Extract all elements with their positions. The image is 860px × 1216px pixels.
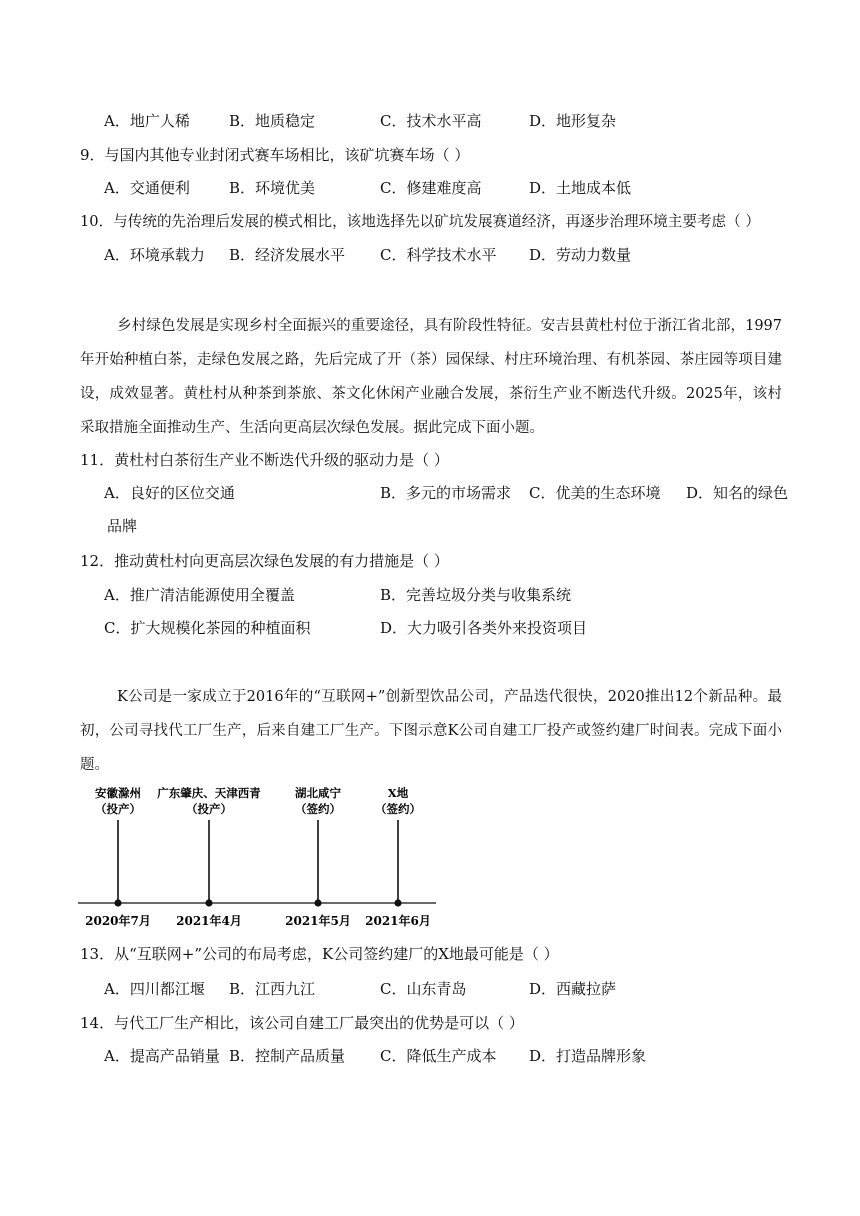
option-b[interactable]: B．江西九江: [229, 980, 316, 998]
question-14-stem: 14．与代工厂生产相比，该公司自建工厂最突出的优势是可以（ ）: [80, 1014, 524, 1032]
question-9-stem: 9．与国内其他专业封闭式赛车场相比，该矿坑赛车场（ ）: [80, 146, 470, 164]
timeline-event-marker: [114, 899, 121, 906]
factory-timeline: [70, 780, 450, 940]
timeline-event-place: 湖北咸宁: [295, 786, 341, 800]
option-c[interactable]: C．科学技术水平: [380, 246, 497, 264]
timeline-event-place: X地: [387, 786, 409, 800]
timeline-event: [365, 786, 431, 928]
option-d[interactable]: D．劳动力数量: [529, 246, 632, 264]
passage-2: [80, 680, 782, 782]
option-a[interactable]: A．推广清洁能源使用全覆盖: [104, 586, 295, 604]
option-c[interactable]: C．扩大规模化茶园的种植面积: [104, 619, 311, 637]
timeline-event-date: 2021年4月: [176, 914, 242, 928]
option-b[interactable]: B．地质稳定: [229, 112, 316, 130]
timeline-event: [157, 786, 261, 928]
passage-1-text: 乡村绿色发展是实现乡村全面振兴的重要途径，具有阶段性特征。安吉县黄杜村位于浙江省北部，1997年开始种植白茶，走绿色发展之路，先后完成了开（茶）园保绿、村庄环境治理、有机茶园、茶庄园等项目建设，成效显著。黄杜村从种茶到茶旅、茶文化休闲产业融合发展，茶衍生产业不断迭代升级。2025年，该村采取措施全面推动生产、生活向更高层次绿色发展。据此完成下面小题。: [80, 318, 782, 436]
timeline-event-date: 2020年7月: [85, 914, 151, 928]
option-b[interactable]: B．完善垃圾分类与收集系统: [380, 586, 572, 604]
timeline-event-status: （签约）: [295, 802, 341, 816]
option-a[interactable]: A．提高产品销量: [104, 1047, 220, 1065]
timeline-event-marker: [205, 899, 212, 906]
timeline-event-marker: [394, 899, 401, 906]
option-d-continuation: 品牌: [107, 517, 138, 535]
timeline-event-date: 2021年5月: [285, 914, 351, 928]
timeline-event-place: 安徽滁州: [95, 786, 141, 800]
option-d[interactable]: D．西藏拉萨: [529, 980, 617, 998]
timeline-event-place: 广东肇庆、天津西青: [157, 786, 261, 800]
option-a[interactable]: A．地广人稀: [104, 112, 190, 130]
question-10-stem: 10．与传统的先治理后发展的模式相比，该地选择先以矿坑发展赛道经济，再逐步治理环境主要考虑（ ）: [80, 213, 760, 230]
timeline-event-status: （签约）: [375, 802, 421, 816]
option-a[interactable]: A．交通便利: [104, 179, 190, 197]
option-c[interactable]: C．修建难度高: [380, 179, 482, 197]
timeline-event-date: 2021年6月: [365, 914, 431, 928]
option-d[interactable]: D．大力吸引各类外来投资项目: [380, 619, 588, 637]
timeline-event-marker: [314, 899, 321, 906]
timeline-event: [285, 786, 351, 928]
question-12-stem: 12．推动黄杜村向更高层次绿色发展的有力措施是（ ）: [80, 552, 449, 570]
question-13-stem: 13．从“互联网+”公司的布局考虑，K公司签约建厂的X地最可能是（ ）: [80, 945, 559, 963]
option-b[interactable]: B．环境优美: [229, 179, 316, 197]
option-d[interactable]: D．打造品牌形象: [529, 1047, 647, 1065]
option-b[interactable]: B．控制产品质量: [229, 1047, 346, 1065]
option-c[interactable]: C．山东青岛: [380, 980, 467, 998]
timeline-event-status: （投产）: [186, 802, 232, 816]
option-b[interactable]: B．经济发展水平: [229, 246, 346, 264]
option-c[interactable]: C．优美的生态环境: [529, 484, 661, 502]
passage-2-text: K公司是一家成立于2016年的“互联网+”创新型饮品公司，产品迭代很快，2020推出12个新品种。最初，公司寻找代工厂生产，后来自建工厂生产。下图示意K公司自建工厂投产或签约建厂时间表。完成下面小题。: [80, 689, 782, 773]
option-d[interactable]: D．知名的绿色: [686, 484, 789, 502]
option-d[interactable]: D．地形复杂: [529, 112, 617, 130]
timeline-event: [85, 786, 151, 928]
option-c[interactable]: C．技术水平高: [380, 112, 482, 130]
option-a[interactable]: A．四川都江堰: [104, 980, 205, 998]
option-a[interactable]: A．环境承载力: [104, 246, 205, 264]
option-d[interactable]: D．土地成本低: [529, 179, 632, 197]
question-11-stem: 11．黄杜村白茶衍生产业不断迭代升级的驱动力是（ ）: [80, 451, 449, 469]
option-b[interactable]: B．多元的市场需求: [380, 484, 512, 502]
timeline-event-status: （投产）: [95, 802, 141, 816]
option-a[interactable]: A．良好的区位交通: [104, 484, 235, 502]
passage-1: [80, 309, 782, 445]
option-c[interactable]: C．降低生产成本: [380, 1047, 497, 1065]
